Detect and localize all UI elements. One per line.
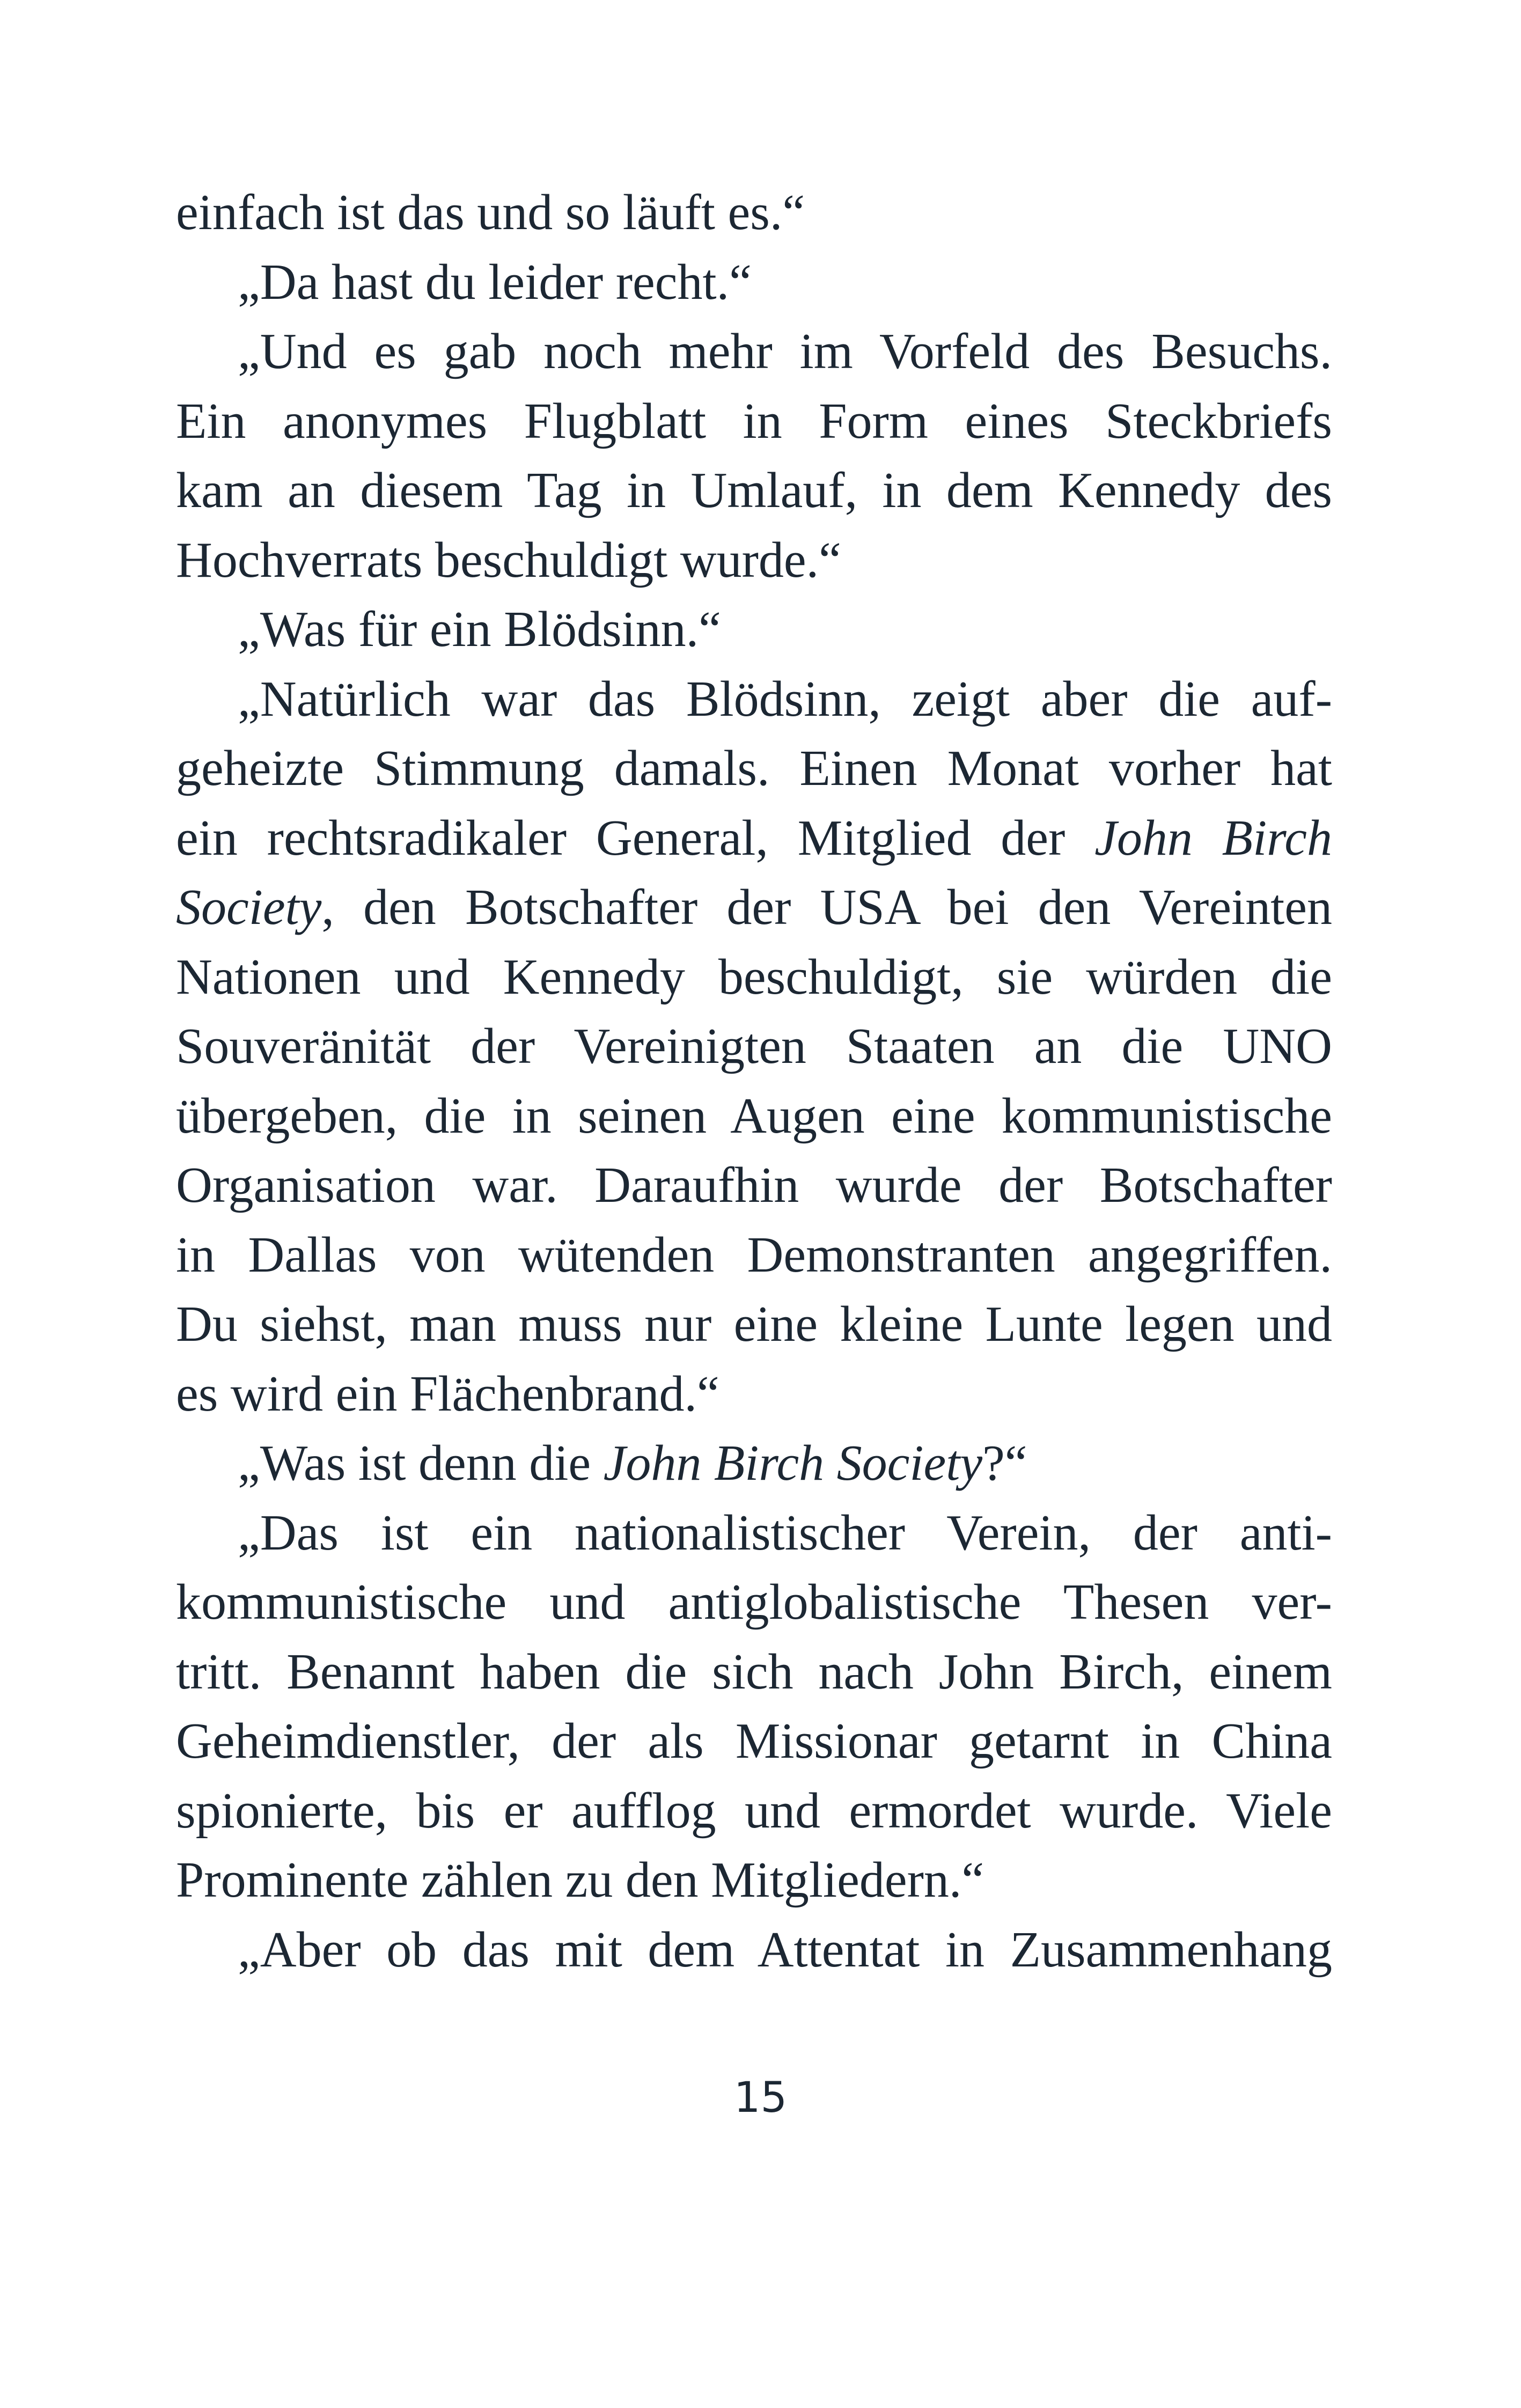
text-line <box>176 1360 1332 1429</box>
text-line <box>176 804 1332 873</box>
text-segment: „Da hast du leider recht.“ <box>238 254 752 310</box>
text-segment: Souveränität der Vereinigten Staaten an die UNO <box>176 1018 1332 1074</box>
text-line <box>176 873 1332 943</box>
text-segment: einfach ist das und so läuft es.“ <box>176 185 805 240</box>
text-line <box>176 317 1332 387</box>
text-line <box>176 595 1332 665</box>
text-segment: Du siehst, man muss nur eine kleine Lunte legen und <box>176 1296 1332 1352</box>
text-segment: „Natürlich war das Blödsinn, zeigt aber die auf- <box>238 671 1332 727</box>
text-line <box>176 1638 1332 1707</box>
text-segment: „Und es gab noch mehr im Vorfeld des Besuchs. <box>238 324 1332 379</box>
text-line <box>176 1846 1332 1915</box>
text-segment: Prominente zählen zu den Mitgliedern.“ <box>176 1852 984 1908</box>
text-line <box>176 665 1332 735</box>
text-segment: kam an diesem Tag in Umlauf, in dem Kennedy des <box>176 462 1332 518</box>
text-segment: , den Botschafter der USA bei den Vereinten <box>321 879 1332 935</box>
body-text <box>176 178 1332 1985</box>
text-line <box>176 1707 1332 1776</box>
italic-text-segment: John Birch Society <box>603 1435 983 1491</box>
text-segment: geheizte Stimmung damals. Einen Monat vorher hat <box>176 740 1332 796</box>
text-line <box>176 1915 1332 1985</box>
text-segment: ?“ <box>982 1435 1027 1491</box>
text-segment: Ein anonymes Flugblatt in Form eines Steckbriefs <box>176 393 1332 449</box>
text-line <box>176 178 1332 248</box>
text-segment: „Was für ein Blödsinn.“ <box>238 601 721 657</box>
text-line <box>176 734 1332 804</box>
text-line <box>176 1776 1332 1846</box>
text-line <box>176 526 1332 596</box>
text-line <box>176 1290 1332 1360</box>
text-segment: ein rechtsradikaler General, Mitglied der <box>176 810 1095 866</box>
text-line <box>176 1429 1332 1499</box>
text-line <box>176 1568 1332 1638</box>
text-line <box>176 456 1332 526</box>
text-line <box>176 1151 1332 1221</box>
text-line <box>176 1499 1332 1568</box>
page-number: 15 <box>733 2074 788 2122</box>
text-segment: Organisation war. Daraufhin wurde der Botschafter <box>176 1157 1332 1213</box>
text-segment: Geheimdienstler, der als Missionar getarnt in China <box>176 1713 1332 1769</box>
text-line <box>176 943 1332 1012</box>
text-segment: Nationen und Kennedy beschuldigt, sie würden die <box>176 949 1332 1005</box>
text-line <box>176 1082 1332 1151</box>
text-segment: spionierte, bis er aufflog und ermordet wurde. Viele <box>176 1782 1332 1839</box>
text-segment: es wird ein Flächenbrand.“ <box>176 1365 719 1422</box>
italic-text-segment: John Birch <box>1094 810 1332 866</box>
text-segment: tritt. Benannt haben die sich nach John Birch, einem <box>176 1643 1332 1700</box>
text-line <box>176 248 1332 318</box>
text-segment: „Aber ob das mit dem Attentat in Zusammenhang <box>238 1921 1332 1978</box>
text-segment: „Das ist ein nationalistischer Verein, der anti- <box>238 1504 1332 1561</box>
text-line <box>176 387 1332 457</box>
text-segment: übergeben, die in seinen Augen eine kommunistische <box>176 1088 1332 1144</box>
italic-text-segment: Society <box>176 879 322 935</box>
text-segment: kommunistische und antiglobalistische Thesen ver- <box>176 1574 1332 1630</box>
text-segment: in Dallas von wütenden Demonstranten angegriffen. <box>176 1227 1332 1283</box>
text-segment: „Was ist denn die <box>238 1435 604 1491</box>
text-line <box>176 1012 1332 1082</box>
text-segment: Hochverrats beschuldigt wurde.“ <box>176 532 841 588</box>
text-line <box>176 1221 1332 1290</box>
